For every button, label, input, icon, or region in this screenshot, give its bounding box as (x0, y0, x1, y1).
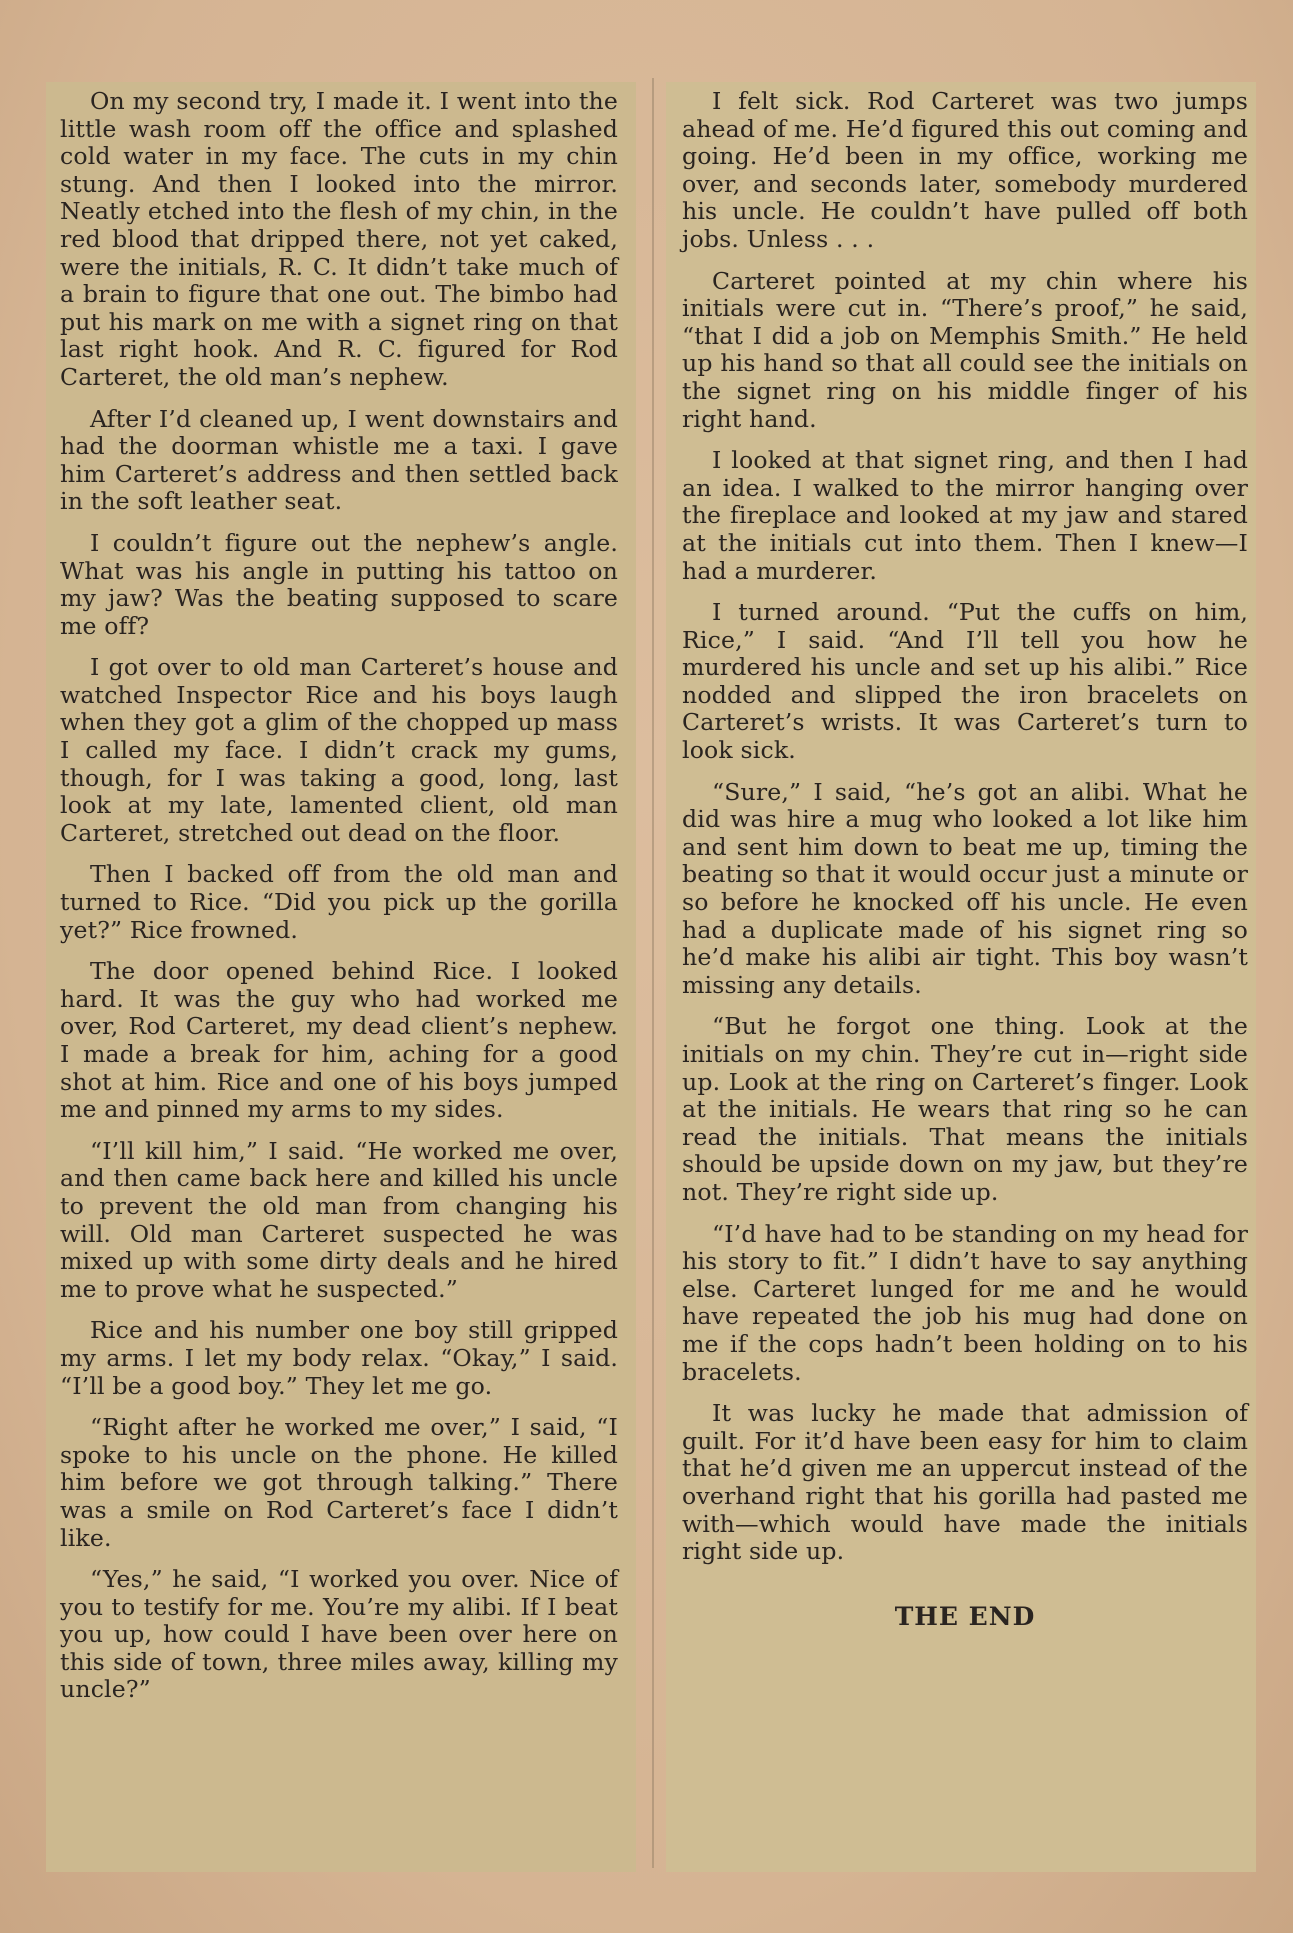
paragraph: Rice and his number one boy still gripped my arms. I let my body relax. “Okay,” I said. “I’ll be a good boy.” They let me go. (60, 1316, 618, 1400)
paragraph: I felt sick. Rod Carteret was two jumps ahead of me. He’d figured this out coming and going. He’d been in my office, working me over, and seconds later, somebody murdered his uncle. He couldn’t have pulled off both jobs. Unless . . . (682, 87, 1248, 253)
paragraph: After I’d cleaned up, I went downstairs and had the doorman whistle me a taxi. I gave him Carteret’s address and then settled back in the soft leather seat. (60, 404, 618, 516)
paragraph: The door opened behind Rice. I looked hard. It was the guy who had worked me over, Rod Carteret, my dead client’s nephew. I made a break for him, aching for a good shot at him. Rice and one of his boys jumped me and pinned my arms to my sides. (60, 957, 618, 1124)
paragraph: “Right after he worked me over,” I said, “I spoke to his uncle on the phone. He killed him before we got through talking.” There was a smile on Rod Carteret’s face I didn’t like. (60, 1413, 618, 1552)
paragraph: On my second try, I made it. I went into the little wash room off the office and splashed cold water in my face. The cuts in my chin stung. And then I looked into the mirror. Neatly etched into the flesh of my chin, in the red blood that dripped there, not yet caked, were the initials, R. C. It didn’t take much of a brain to figure that one out. The bimbo had put his mark on me with a signet ring on that last right hook. And R. C. figured for Rod Carteret, the old man’s nephew. (60, 87, 618, 391)
paragraph: “But he forgot one thing. Look at the initials on my chin. They’re cut in—right side up. Look at the ring on Carteret’s finger. Look at the initials. He wears that ring so he can read the initials. That means the initials should be upside down on my jaw, but they’re not. They’re right side up. (682, 1012, 1248, 1206)
paragraph: Then I backed off from the old man and turned to Rice. “Did you pick up the gorilla yet?” Rice frowned. (60, 860, 618, 944)
paragraph: I couldn’t figure out the nephew’s angle. What was his angle in putting his tattoo on my jaw? Was the beating supposed to scare me off? (60, 528, 618, 640)
column-divider (652, 78, 654, 1868)
right-text-column (666, 82, 1256, 1872)
paragraph: “I’ll kill him,” I said. “He worked me over, and then came back here and killed his uncle to prevent the old man from changing his will. Old man Carteret suspected he was mixed up with some dirty deals and he hired me to prove what he suspected.” (60, 1136, 618, 1303)
paragraph: I looked at that signet ring, and then I had an idea. I walked to the mirror hanging over the fireplace and looked at my jaw and stared at the initials cut into them. Then I knew—I had a murderer. (682, 446, 1248, 585)
paragraph: “I’d have had to be standing on my head for his story to fit.” I didn’t have to say anything else. Carteret lunged for me and he would have repeated the job his mug had done on me if the cops hadn’t been holding on to his bracelets. (682, 1219, 1248, 1386)
paragraph: I turned around. “Put the cuffs on him, Rice,” I said. “And I’ll tell you how he murdered his uncle and set up his alibi.” Rice nodded and slipped the iron bracelets on Carteret’s wrists. It was Carteret’s turn to look sick. (682, 598, 1248, 765)
paragraph: “Sure,” I said, “he’s got an alibi. What he did was hire a mug who looked a lot like him and sent him down to beat me up, timing the beating so that it would occur just a minute or so before he knocked off his uncle. He even had a duplicate made of his signet ring so he’d make his alibi air tight. This boy wasn’t missing any details. (682, 777, 1248, 999)
paragraph: It was lucky he made that admission of guilt. For it’d have been easy for him to claim that he’d given me an uppercut instead of the overhand right that his gorilla had pasted me with—which would have made the initials right side up. (682, 1399, 1248, 1566)
the-end-label: THE END (894, 1601, 1036, 1631)
paragraph: “Yes,” he said, “I worked you over. Nice of you to testify for me. You’re my alibi. If I beat you up, how could I have been over here on this side of town, three miles away, killing my uncle?” (60, 1565, 618, 1704)
paragraph: I got over to old man Carteret’s house and watched Inspector Rice and his boys laugh when they got a glim of the chopped up mass I called my face. I didn’t crack my gums, though, for I was taking a good, long, last look at my late, lamented client, old man Carteret, stretched out dead on the floor. (60, 653, 618, 847)
paragraph: Carteret pointed at my chin where his initials were cut in. “There’s proof,” he said, “that I did a job on Memphis Smith.” He held up his hand so that all could see the initials on the signet ring on his middle finger of his right hand. (682, 266, 1248, 433)
left-text-column (46, 82, 636, 1872)
